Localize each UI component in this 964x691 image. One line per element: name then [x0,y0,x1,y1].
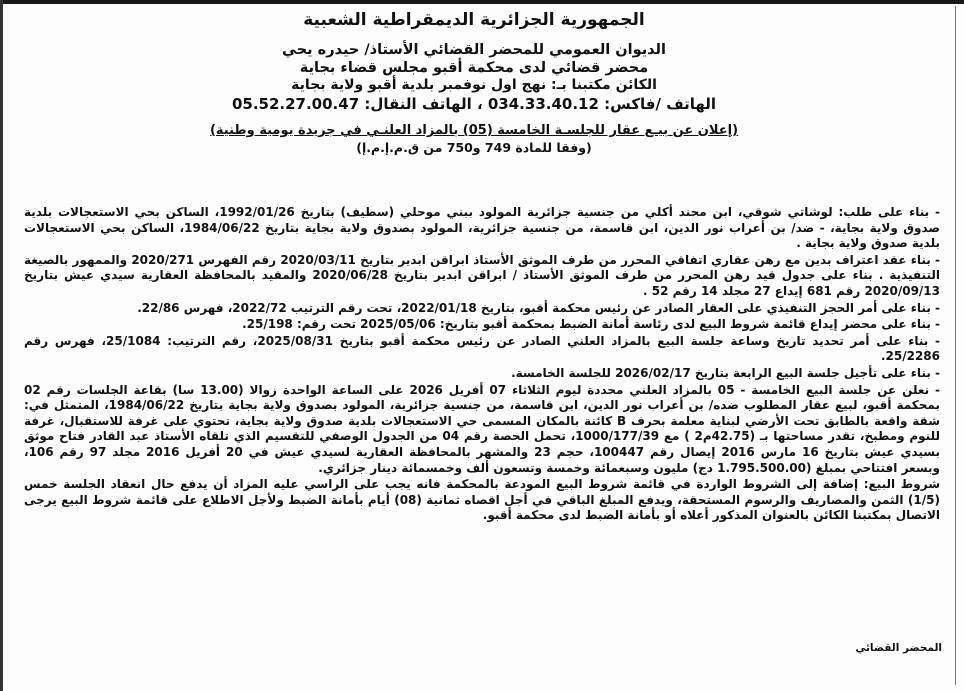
paragraph-conditions-deposit: - بناء على محضر إيداع قائمة شروط البيع لدى رئاسة أمانة الضبط بمحكمة أقبو بتاريخ: 2025/05/06 تحت رقم: 25/198. [242,317,940,332]
right-border [955,6,956,685]
paragraph-postponement: - بناء على تأجيل جلسة البيع الرابعة بتاريخ 2026/02/17 للجلسة الخامسة. [511,365,940,380]
republic-title: الجمهورية الجزائرية الديمقراطية الشعبية [303,10,645,30]
document-header [14,8,934,155]
top-border [0,0,964,4]
announcement-title: (إعلان عن بيـع عقار للجلسـة الخامسة (05) بالمزاد العلنـي في جريدة يومية وطنية) [209,122,739,138]
left-border [0,0,3,691]
paragraph-seizure: - بناء على أمر الحجز التنفيذي على العقار الصادر عن رئيس محكمة أقبو، بتاريخ 2022/01/18، تحت رقم الترتيب 2022/72، فهرس 22/86. [137,300,940,315]
paragraph-request: - بناء على طلب: لوشاتي شوقي، ابن محند أكلي من جنسية جزائرية المولود ببني موحلي (سطيف) بتاريخ 1992/01/26، الساكن بحي الاستعجالات بلدية صدوق ولاية بجاية، - ضد/ بن أعراب نور الدين، ابن قاسمة، من جنسية جزائرية، المولود بصدوق ولاية بجاية بتاريخ 1984/06/22، الساكن بحي الاستعجالات بلدية صدوق ولاية بجاية . [24,205,940,251]
legal-basis: (وفقا للمادة 749 و750 من ق.م.إ.م.إ) [356,139,592,155]
office-line: الديوان العمومي للمحضر القضائي الأستاذ/ حيدره يحي [282,42,666,59]
paragraph-session-date-order: - بناء على أمر تحديد تاريخ وساعة جلسة البيع بالمزاد العلني الصادر عن رئيس محكمة أقبو بتاريخ 2025/08/31، رقم الترتيب: 25/1084، فهرس رقم 25/2286. [24,333,940,364]
address-line: الكائن مكتبنا بـ: نهج اول نوفمبر بلدية أقبو ولاية بجاية [291,77,657,94]
paragraph-mortgage: - بناء عقد اعتراف بدين مع رهن عقاري اتفاقي المحرر من طرف الموثق الأستاذ ابراقن ابدير بتاريخ 2020/03/11 رقم الفهرس 2020/271 والممهور بالصيغة التنفيذية . بناء على جدول قيد رهن المحرر من طرف الموثق الأستاذ / ابراقن ابدير بتاريخ 2020/06/28 والمقيد بالمحافظة العقارية سيدي عيش بتاريخ 2020/09/13 رقم 681 إيداع 27 مجلد 14 رقم 52 . [24,252,940,298]
paragraph-sale-conditions: شروط البيع: إضافة إلى الشروط الواردة في قائمة شروط البيع المودعة بالمحكمة فانه يجب على الراسي عليه المزاد أن يدفع حال انعقاد الجلسة خمس (1/5) الثمن والمصاريف والرسوم المستحقة، ويدفع المبلغ الباقي في أجل اقصاه ثمانية (08) أيام بأمانة الضبط ولأجل الاطلاع على قائمة شروط البيع يرجى الاتصال بمكتبنا الكائن بالعنوان المذكور أعلاه أو بأمانة الضبط لدى محكمة أقبو. [24,477,940,523]
paragraph-sale-announcement: - نعلن عن جلسة البيع الخامسة - 05 بالمزاد العلني محددة ليوم الثلاثاء 07 أفريل 2026 على الساعة الواحدة زوالا (13.00 سا) بقاعة الجلسات رقم 02 بمحكمة أقبو، لبيع عقار المطلوب ضده/ بن أعراب نور الدين، ابن قاسمة، من جنسية جزائرية، المولود بصدوق ولاية بجاية بتاريخ 1984/06/22، المتمثل في: شقة واقعة بالطابق تحت الأرضي لبناية معلمة بحرف B كائنة بالمكان المسمى حي الاستعجالات بلدية صدوق ولاية بجاية، تحتوي على غرفة للاستقبال، غرفة للنوم ومطبخ، تقدر مساحتها بـ (42.75م2 ) مع 1000/177/39، تحمل الحصة رقم 04 من الجدول الوصفي للتقسيم الذي تلقاه الأستاذ عبد القادر فتاح موثق بسيدي عيش بتاريخ 16 مارس 2016 إيصال رقم 100447، حجم 23 والمشهر بالمحافظة العقارية لسيدي عيش في 20 أفريل 2016 مجلد 97 رقم 106، وبسعر افتتاحي بمبلغ (1.795.500.00 دج) مليون وسبعمائة وخمسة وتسعون ألف وخمسمائة دينار جزائري. [24,382,941,475]
signature: المحضر القضائي [855,642,942,654]
bailiff-line: محضر قضائي لدى محكمة أقبو مجلس قضاء بجاية [299,59,649,76]
phones-line: الهاتف /فاكس: 034.33.40.12 ، الهاتف النقال: 05.52.27.00.47 [231,94,717,113]
document-body [24,205,940,525]
